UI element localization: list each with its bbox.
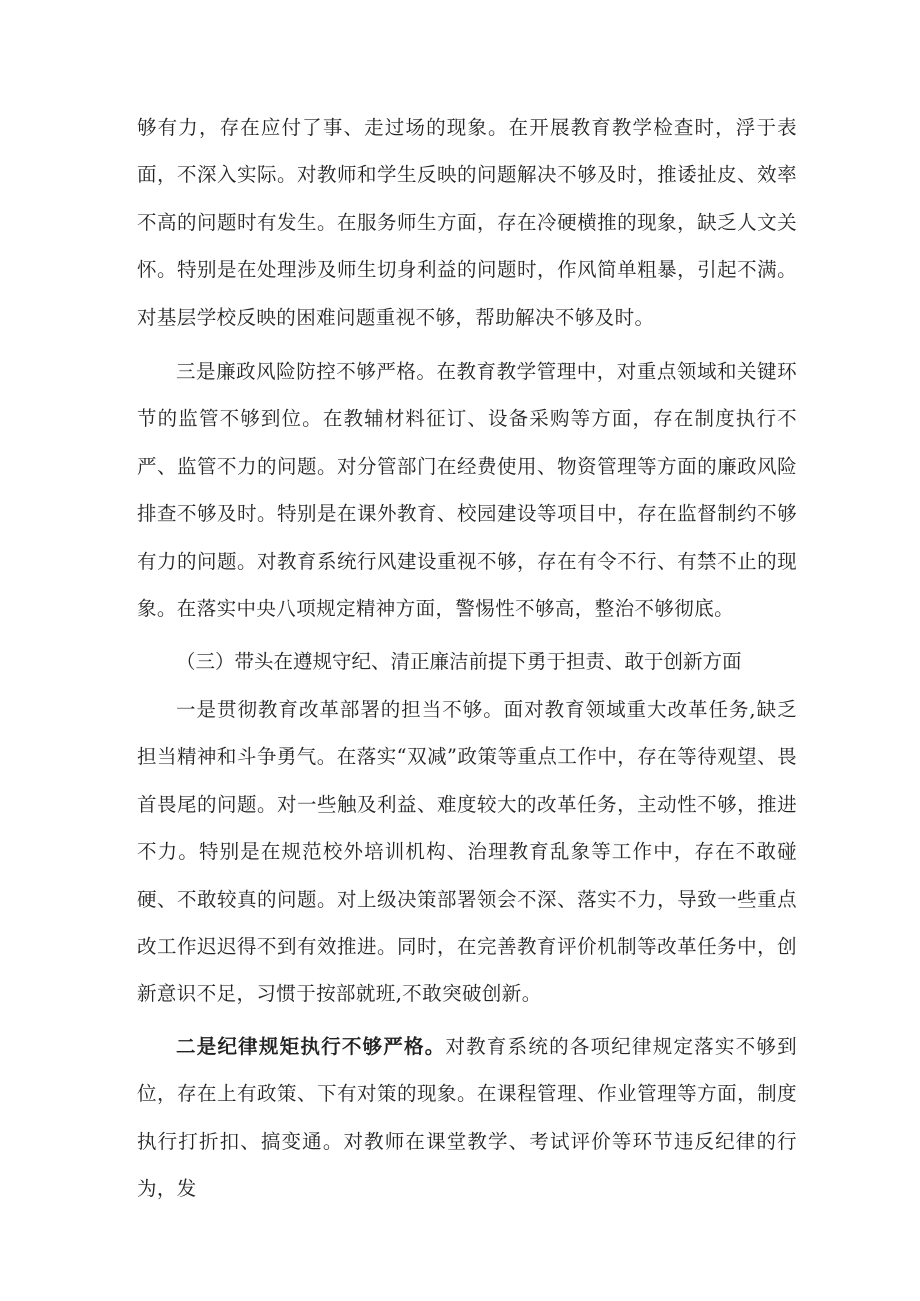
paragraph-discipline-body: 对教育系统的各项纪律规定落实不够到位，存在上有政策、下有对策的现象。在课程管理、作业管理等方面，制度执行打折扣、搞变通。对教师在课堂教学、考试评价等环节违反纪律的行为，发 bbox=[137, 1035, 797, 1201]
paragraph-integrity-risk: 三是廉政风险防控不够严格。在教育教学管理中，对重点领域和关键环节的监管不够到位。在教辅材料征订、设备采购等方面，存在制度执行不严、监管不力的问题。对分管部门在经费使用、物资管理等方面的廉政风险排查不够及时。特别是在课外教育、校园建设等项目中，存在监督制约不够有力的问题。对教育系统行风建设重视不够，存在有令不行、有禁不止的现象。在落实中央八项规定精神方面，警惕性不够高，整治不够彻底。 bbox=[137, 360, 797, 621]
paragraph-discipline-lead: 二是纪律规矩执行不够严格。 bbox=[176, 1035, 446, 1058]
paragraph-reform-responsibility: 一是贯彻教育改革部署的担当不够。面对教育领域重大改革任务,缺乏担当精神和斗争勇气。在落实“双减”政策等重点工作中，存在等待观望、畏首畏尾的问题。对一些触及利益、难度较大的改革任务，主动性不够，推进不力。特别是在规范校外培训机构、治理教育乱象等工作中，存在不敢碰硬、不敢较真的问题。对上级决策部署领会不深、落实不力，导致一些重点改工作迟迟得不到有效推进。同时，在完善教育评价机制等改革任务中，创新意识不足，习惯于按部就班,不敢突破创新。 bbox=[137, 698, 797, 1006]
section-heading: （三）带头在遵规守纪、清正廉洁前提下勇于担责、敢于创新方面 bbox=[176, 650, 742, 673]
paragraph-discipline bbox=[137, 1023, 797, 1213]
paragraph-service-attitude: 够有力，存在应付了事、走过场的现象。在开展教育教学检查时，浮于表面，不深入实际。对教师和学生反映的问题解决不够及时，推诿扯皮、效率不高的问题时有发生。在服务师生方面，存在冷硬横推的现象，缺乏人文关怀。特别是在处理涉及师生切身利益的问题时，作风简单粗暴，引起不满。对基层学校反映的困难问题重视不够，帮助解决不够及时。 bbox=[137, 116, 797, 329]
